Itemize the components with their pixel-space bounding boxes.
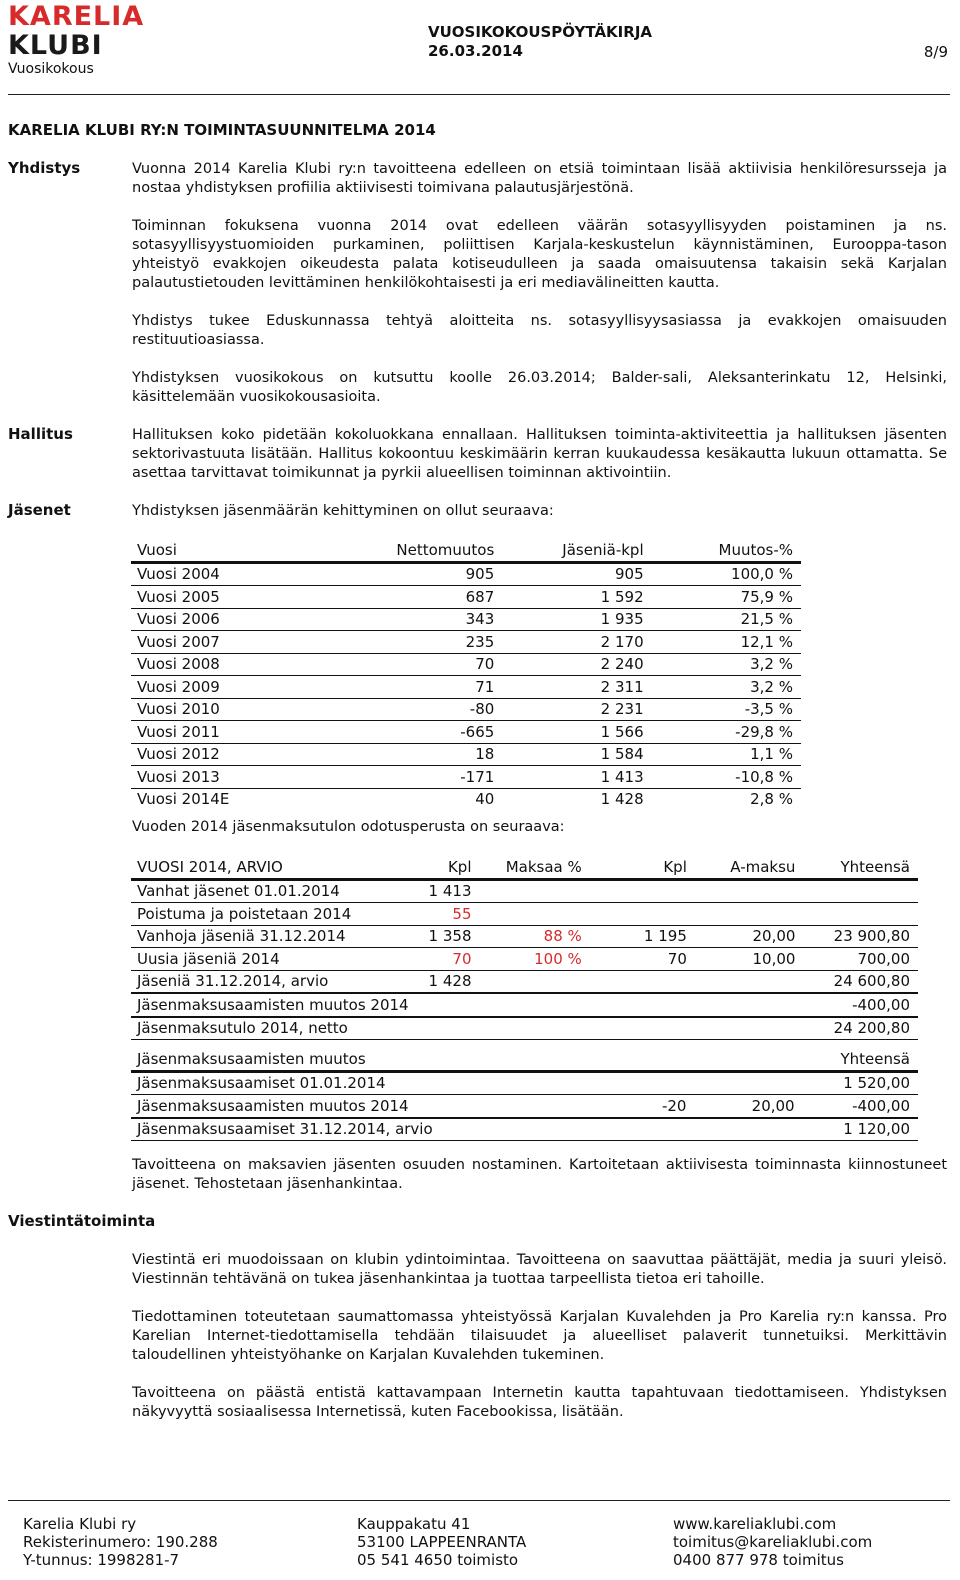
document-title [428,23,652,61]
table-cell: -29,8 % [652,721,801,744]
table-cell: 905 [353,562,502,586]
table-cell: 24 200,80 [803,1017,918,1040]
table-header-row [131,856,918,879]
table-row [131,1017,918,1040]
jasenet-intro: Yhdistyksen jäsenmäärän kehittyminen on ollut seuraava: [132,503,554,519]
table-row [131,1118,918,1141]
table-cell: -10,8 % [652,766,801,789]
page-title: KARELIA KLUBI RY:N TOIMINTASUUNNITELMA 2014 [8,121,436,139]
table-cell [480,993,590,1017]
table-cell: 20,00 [694,1095,802,1118]
table-cell [695,970,804,993]
table-cell: Jäsenmaksusaamisten muutos 2014 [131,993,417,1017]
yhdistys-paragraph-2: Toiminnan fokuksena vuonna 2014 ovat edelleen väärän sotasyyllisyyden poistaminen ja ns. sotasyyllisyystuomioiden purkaminen, poliittisen Karjala-keskustelun käynnistäminen, Eurooppa-tason yhteistyö evakkojen oikeudesta palata kotiseudulleen ja saada omaisuutensa takaisin sekä Karjalan palautustietouden levittäminen henkilökohtaisesti ja eri mediavälineitten kautta. [132,218,947,291]
fee-intro: Vuoden 2014 jäsenmaksutulon odotusperusta on seuraava: [132,819,565,835]
table-cell [480,1017,590,1040]
table-cell: 100,0 % [652,562,801,586]
table-cell: -665 [353,721,502,744]
column-header: Jäseniä-kpl [502,539,651,562]
table-cell: 687 [353,586,502,609]
table-row [131,721,801,744]
table-cell: 3,2 % [652,653,801,676]
table-cell: -80 [353,698,502,721]
table-cell [695,879,804,903]
table-cell [695,993,804,1017]
table-cell [590,903,695,926]
column-header: Yhteensä [803,856,918,879]
table-cell: 1 195 [590,925,695,948]
table-cell: 10,00 [695,948,804,971]
table-cell: 21,5 % [652,608,801,631]
footer-line: Rekisterinumero: 190.288 [23,1533,218,1551]
table-cell: 40 [475,790,495,809]
footer-line: Karelia Klubi ry [23,1515,137,1533]
table-header-row [131,539,801,562]
table-cell: Vuosi 2013 [131,766,353,789]
column-header: Nettomuutos [353,539,502,562]
table-cell [590,993,695,1017]
table-cell [417,1017,480,1040]
table-cell: Vuosi 2014E [137,790,230,809]
viestinta-paragraph-2: Tiedottaminen toteutetaan saumattomassa yhteistyössä Karjalan Kuvalehden ja Pro Karelia ry:n kanssa. Pro Karelian Internet-tiedottamisella tehdään tilaisuudet ja alueelliset palaverit tunnetuiksi. Merkittävin taloudellinen yhteistyöhanke on Karjalan Kuvalehden tukeminen. [132,1309,947,1363]
table-row [131,903,918,926]
column-header: Vuosi [131,539,353,562]
document-type: VUOSIKOKOUSPÖYTÄKIRJA [428,23,653,41]
column-header: Muutos-% [652,539,801,562]
membership-fee-table [131,856,918,1040]
column-header: Yhteensä [803,1048,918,1071]
table-cell: Vuosi 2006 [131,608,353,631]
table-cell: 2 170 [502,631,651,654]
table-cell: Vuosi 2010 [131,698,353,721]
table-cell: 1 413 [502,766,651,789]
column-header: A-maksu [695,856,804,879]
table-row [131,948,918,971]
table-cell: 1,1 % [652,743,801,766]
table-cell: 75,9 % [652,586,801,609]
table-cell: Vuosi 2011 [131,721,353,744]
footer-website-link[interactable]: www.kareliaklubi.com [673,1515,837,1533]
table-row [131,1095,918,1118]
footer-organization [23,1515,218,1569]
page-header [0,0,960,96]
table-cell [590,970,695,993]
table-header-row [131,1048,918,1071]
page-number: 8/9 [923,43,948,61]
table-cell: 1 566 [502,721,651,744]
table-cell: 1 592 [502,586,651,609]
table-cell: 235 [353,631,502,654]
table-cell: -20 [642,1095,694,1118]
table-cell: Vuosi 2005 [131,586,353,609]
table-row [131,586,801,609]
table-cell: Jäsenmaksusaamiset 31.12.2014, arvio [131,1118,642,1141]
table-cell: 2 311 [502,676,651,699]
column-header: Maksaa % [480,856,590,879]
table-cell [480,903,590,926]
yhdistys-paragraph-4: Yhdistyksen vuosikokous on kutsuttu koolle 26.03.2014; Balder-sali, Aleksanterinkatu 12, Helsinki, käsittelemään vuosikokousasioita. [132,370,947,405]
section-label-viestinta: Viestintätoiminta [8,1212,156,1230]
table-cell: Jäsenmaksusaamiset 01.01.2014 [131,1071,642,1095]
table-row [131,1071,918,1095]
goal-paragraph: Tavoitteena on maksavien jäsenten osuuden nostaminen. Kartoitetaan aktiivisesta toiminnasta kiinnostuneet jäsenet. Tehostetaan jäsenhankintaa. [132,1157,947,1192]
table-cell: -400,00 [803,1095,918,1118]
table-cell [695,1017,804,1040]
section-label-yhdistys: Yhdistys [8,159,81,177]
table-cell: 343 [353,608,502,631]
table-row [131,743,801,766]
table-cell: 1 358 [417,925,480,948]
receivables-table [131,1048,918,1141]
viestinta-paragraph-3: Tavoitteena on päästä entistä kattavampaan Internetin kautta tapahtuvaan tiedottamiseen. Yhdistyksen näkyvyyttä sosiaalisessa Internetissä, kuten Facebookissa, lisätään. [132,1385,947,1420]
member-development-table [131,539,801,810]
table-cell: Vuosi 2012 [131,743,353,766]
table-cell: Vuosi 2004 [131,562,353,586]
table-cell [480,879,590,903]
table-cell [642,1118,694,1141]
yhdistys-paragraph-3: Yhdistys tukee Eduskunnassa tehtyä aloitteita ns. sotasyyllisyysasiassa ja evakkojen omaisuuden restituutioasiassa. [132,313,947,348]
table-cell: 1 584 [502,743,651,766]
table-cell: Jäseniä 31.12.2014, arvio [131,970,417,993]
logo-karelia: KARELIA [8,1,145,32]
table-cell [803,903,918,926]
table-cell: 3,2 % [652,676,801,699]
yhdistys-paragraph-1: Vuonna 2014 Karelia Klubi ry:n tavoitteena edelleen on etsiä toimintaan lisää aktiivisia henkilöresursseja ja nostaa yhdistyksen profiilia aktiivisesti toimivana palautusjärjestönä. [132,161,947,196]
table-row [131,653,801,676]
table-cell: 2,8 % [750,790,793,809]
table-cell [590,1017,695,1040]
table-cell: 1 520,00 [803,1071,918,1095]
table-cell [694,1118,802,1141]
table-cell: Vanhoja jäseniä 31.12.2014 [131,925,417,948]
table-cell: 905 [502,562,651,586]
table-row [131,879,918,903]
table-cell: Jäsenmaksusaamisten muutos 2014 [131,1095,642,1118]
document-date: 26.03.2014 [428,42,523,60]
column-header: VUOSI 2014, ARVIO [131,856,417,879]
table-cell: 71 [353,676,502,699]
table-row [131,676,801,699]
section-label-hallitus: Hallitus [8,425,73,443]
table-row [131,631,801,654]
column-header: Kpl [590,856,695,879]
table-cell: Vuosi 2007 [131,631,353,654]
table-cell: 1 120,00 [803,1118,918,1141]
hallitus-paragraph: Hallituksen koko pidetään kokoluokkana ennallaan. Hallituksen toiminta-aktiviteettia ja hallituksen jäsenten sektorivastuuta lisätään. Hallitus kokoontuu keskimäärin kerran kuukaudessa kesäkautta lukuun ottamatta. Se asettaa tarvittavat toimikunnat ja pyrkii alueellisen toiminnan aktivointiin. [132,427,947,481]
table-cell: 88 % [480,925,590,948]
table-cell: 70 [353,653,502,676]
table-cell [694,1071,802,1095]
table-cell: Uusia jäseniä 2014 [131,948,417,971]
footer-line: 05 541 4650 toimisto [357,1551,519,1569]
viestinta-paragraph-1: Viestintä eri muodoissaan on klubin ydintoimintaa. Tavoitteena on saavuttaa päättäjät, media ja suuri yleisö. Viestinnän tehtävänä on tukea jäsenhankintaa ja tuottaa tarpeellista tietoa eri tahoille. [132,1252,947,1287]
table-cell: -400,00 [803,993,918,1017]
section-label-jasenet: Jäsenet [8,501,71,519]
table-cell: 2 231 [502,698,651,721]
table-row [131,970,918,993]
table-cell [642,1071,694,1095]
table-cell: 700,00 [803,948,918,971]
table-cell: Vuosi 2008 [131,653,353,676]
table-cell: Jäsenmaksutulo 2014, netto [131,1017,417,1040]
footer-line: 53100 LAPPEENRANTA [357,1533,527,1551]
table-cell: 1 935 [502,608,651,631]
footer-contact [673,1515,872,1569]
column-header: Kpl [417,856,480,879]
table-cell: Poistuma ja poistetaan 2014 [131,903,417,926]
table-row [131,766,801,789]
footer-divider [8,1500,950,1501]
table-cell: 2 240 [502,653,651,676]
table-cell: 100 % [480,948,590,971]
table-cell: 70 [417,948,480,971]
table-cell: Vuosi 2009 [131,676,353,699]
table-row [131,993,918,1017]
logo-klubi: KLUBI [8,30,103,61]
footer-address [357,1515,526,1569]
header-subtitle: Vuosikokous [8,61,94,77]
table-cell [590,879,695,903]
table-cell [417,993,480,1017]
table-cell: 24 600,80 [803,970,918,993]
table-cell: 55 [417,903,480,926]
footer-email-link[interactable]: toimitus@kareliaklubi.com [673,1533,873,1551]
column-header: Jäsenmaksusaamisten muutos [131,1048,642,1071]
table-cell: 70 [590,948,695,971]
table-cell: 20,00 [695,925,804,948]
table-cell: -171 [353,766,502,789]
header-divider [8,94,950,95]
table-cell [480,970,590,993]
table-cell: 1 428 [600,790,644,809]
footer-line: Kauppakatu 41 [357,1515,471,1533]
table-cell [803,879,918,903]
table-cell: 18 [353,743,502,766]
footer-line: 0400 877 978 toimitus [673,1551,844,1569]
table-cell: 23 900,80 [803,925,918,948]
table-row [131,562,801,586]
table-cell: 1 413 [417,879,480,903]
table-cell [695,903,804,926]
table-cell: -3,5 % [652,698,801,721]
table-row [131,608,801,631]
table-cell: 1 428 [417,970,480,993]
footer-line: Y-tunnus: 1998281-7 [23,1551,180,1569]
table-row [131,788,801,810]
table-cell: Vanhat jäsenet 01.01.2014 [131,879,417,903]
table-row [131,698,801,721]
table-row [131,925,918,948]
table-cell: 12,1 % [652,631,801,654]
